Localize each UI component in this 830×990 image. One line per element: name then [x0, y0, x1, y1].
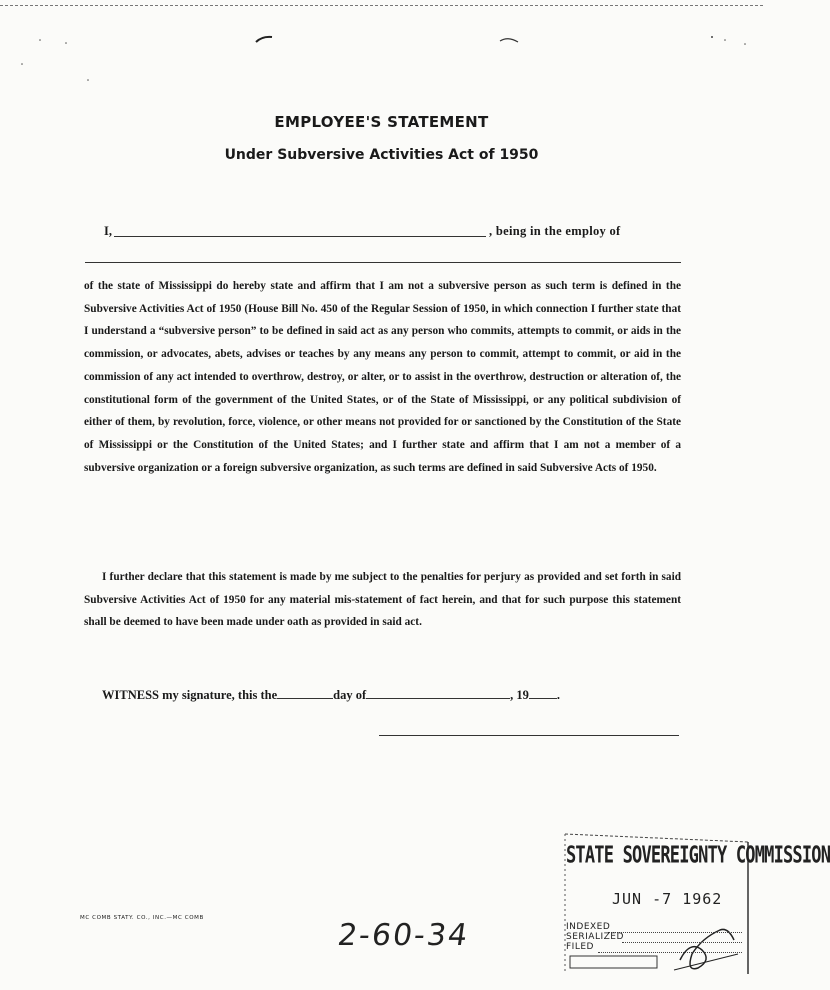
- employer-blank: [85, 262, 681, 263]
- statement-paragraph-2: I further declare that this statement is made by me subject to the penalties for perjury as provided and set forth in said Subversive Activities Act of 1950 for any material mis-statement of fact herein, and that for such purpose this statement shall be deemed to have been made under oath as provided in said act.: [84, 571, 681, 629]
- witness-prefix: WITNESS my signature, this the: [102, 688, 278, 702]
- witness-line: [102, 687, 560, 703]
- witness-year-label: , 19: [510, 688, 529, 702]
- witness-month-blank: [366, 687, 510, 699]
- receipt-stamp: [562, 832, 830, 980]
- opening-prefix: I,: [104, 224, 112, 238]
- witness-day-label: day of: [333, 688, 367, 702]
- witness-day-blank: [277, 687, 333, 699]
- stamp-filed-label: FILED: [566, 942, 594, 952]
- stamp-serialized-label: SERIALIZED: [566, 932, 624, 942]
- stamp-indexed-label: INDEXED: [566, 922, 611, 932]
- stamp-indexed-dots: [608, 932, 742, 933]
- scan-artifact-marks: [0, 0, 763, 100]
- document-subtitle: Under Subversive Activities Act of 1950: [224, 147, 539, 163]
- handwritten-file-number: 2-60-34: [335, 918, 472, 953]
- document-title: EMPLOYEE'S STATEMENT: [274, 113, 489, 131]
- opening-suffix: , being in the employ of: [489, 224, 621, 238]
- statement-paragraph-1: of the state of Mississippi do hereby state and affirm that I am not a subversive person as such term is defined in the Subversive Activities Act of 1950 (House Bill No. 450 of the Regular Session of 1950, in which connection I further state that I understand a “subversive person” to be defined in said act as any person who commits, attempts to commit, or aids in the commission, or advocates, abets, advises or teaches by any means any person to commit, attempt to commit, or aid in the commission of any act intended to overthrow, destroy, or alter, or to assist in the overthrow, destruction or alteration of, the constitutional form of the government of the United States, or of the State of Mississippi, or any political subdivision of either of them, by revolution, force, violence, or other means not provided for or sanctioned by the Constitution of the State of Mississippi or the Constitution of the United States; and I further state and affirm that I am not a member of a subversive organization or a foreign subversive organization, as such terms are defined in said Subversive Acts of 1950.: [84, 280, 681, 474]
- printer-imprint: MC COMB STATY. CO., INC.—MC COMB: [80, 915, 204, 921]
- stamp-date: JUN -7 1962: [612, 890, 723, 908]
- stamp-filed-dots: [598, 952, 742, 953]
- witness-year-blank: [529, 687, 557, 699]
- witness-end: .: [556, 688, 561, 702]
- stamp-agency-name: STATE SOVEREIGNTY COMMISSION: [566, 842, 830, 869]
- employee-name-blank: [114, 236, 486, 237]
- stamp-serialized-dots: [622, 942, 742, 943]
- signature-line: [379, 735, 679, 736]
